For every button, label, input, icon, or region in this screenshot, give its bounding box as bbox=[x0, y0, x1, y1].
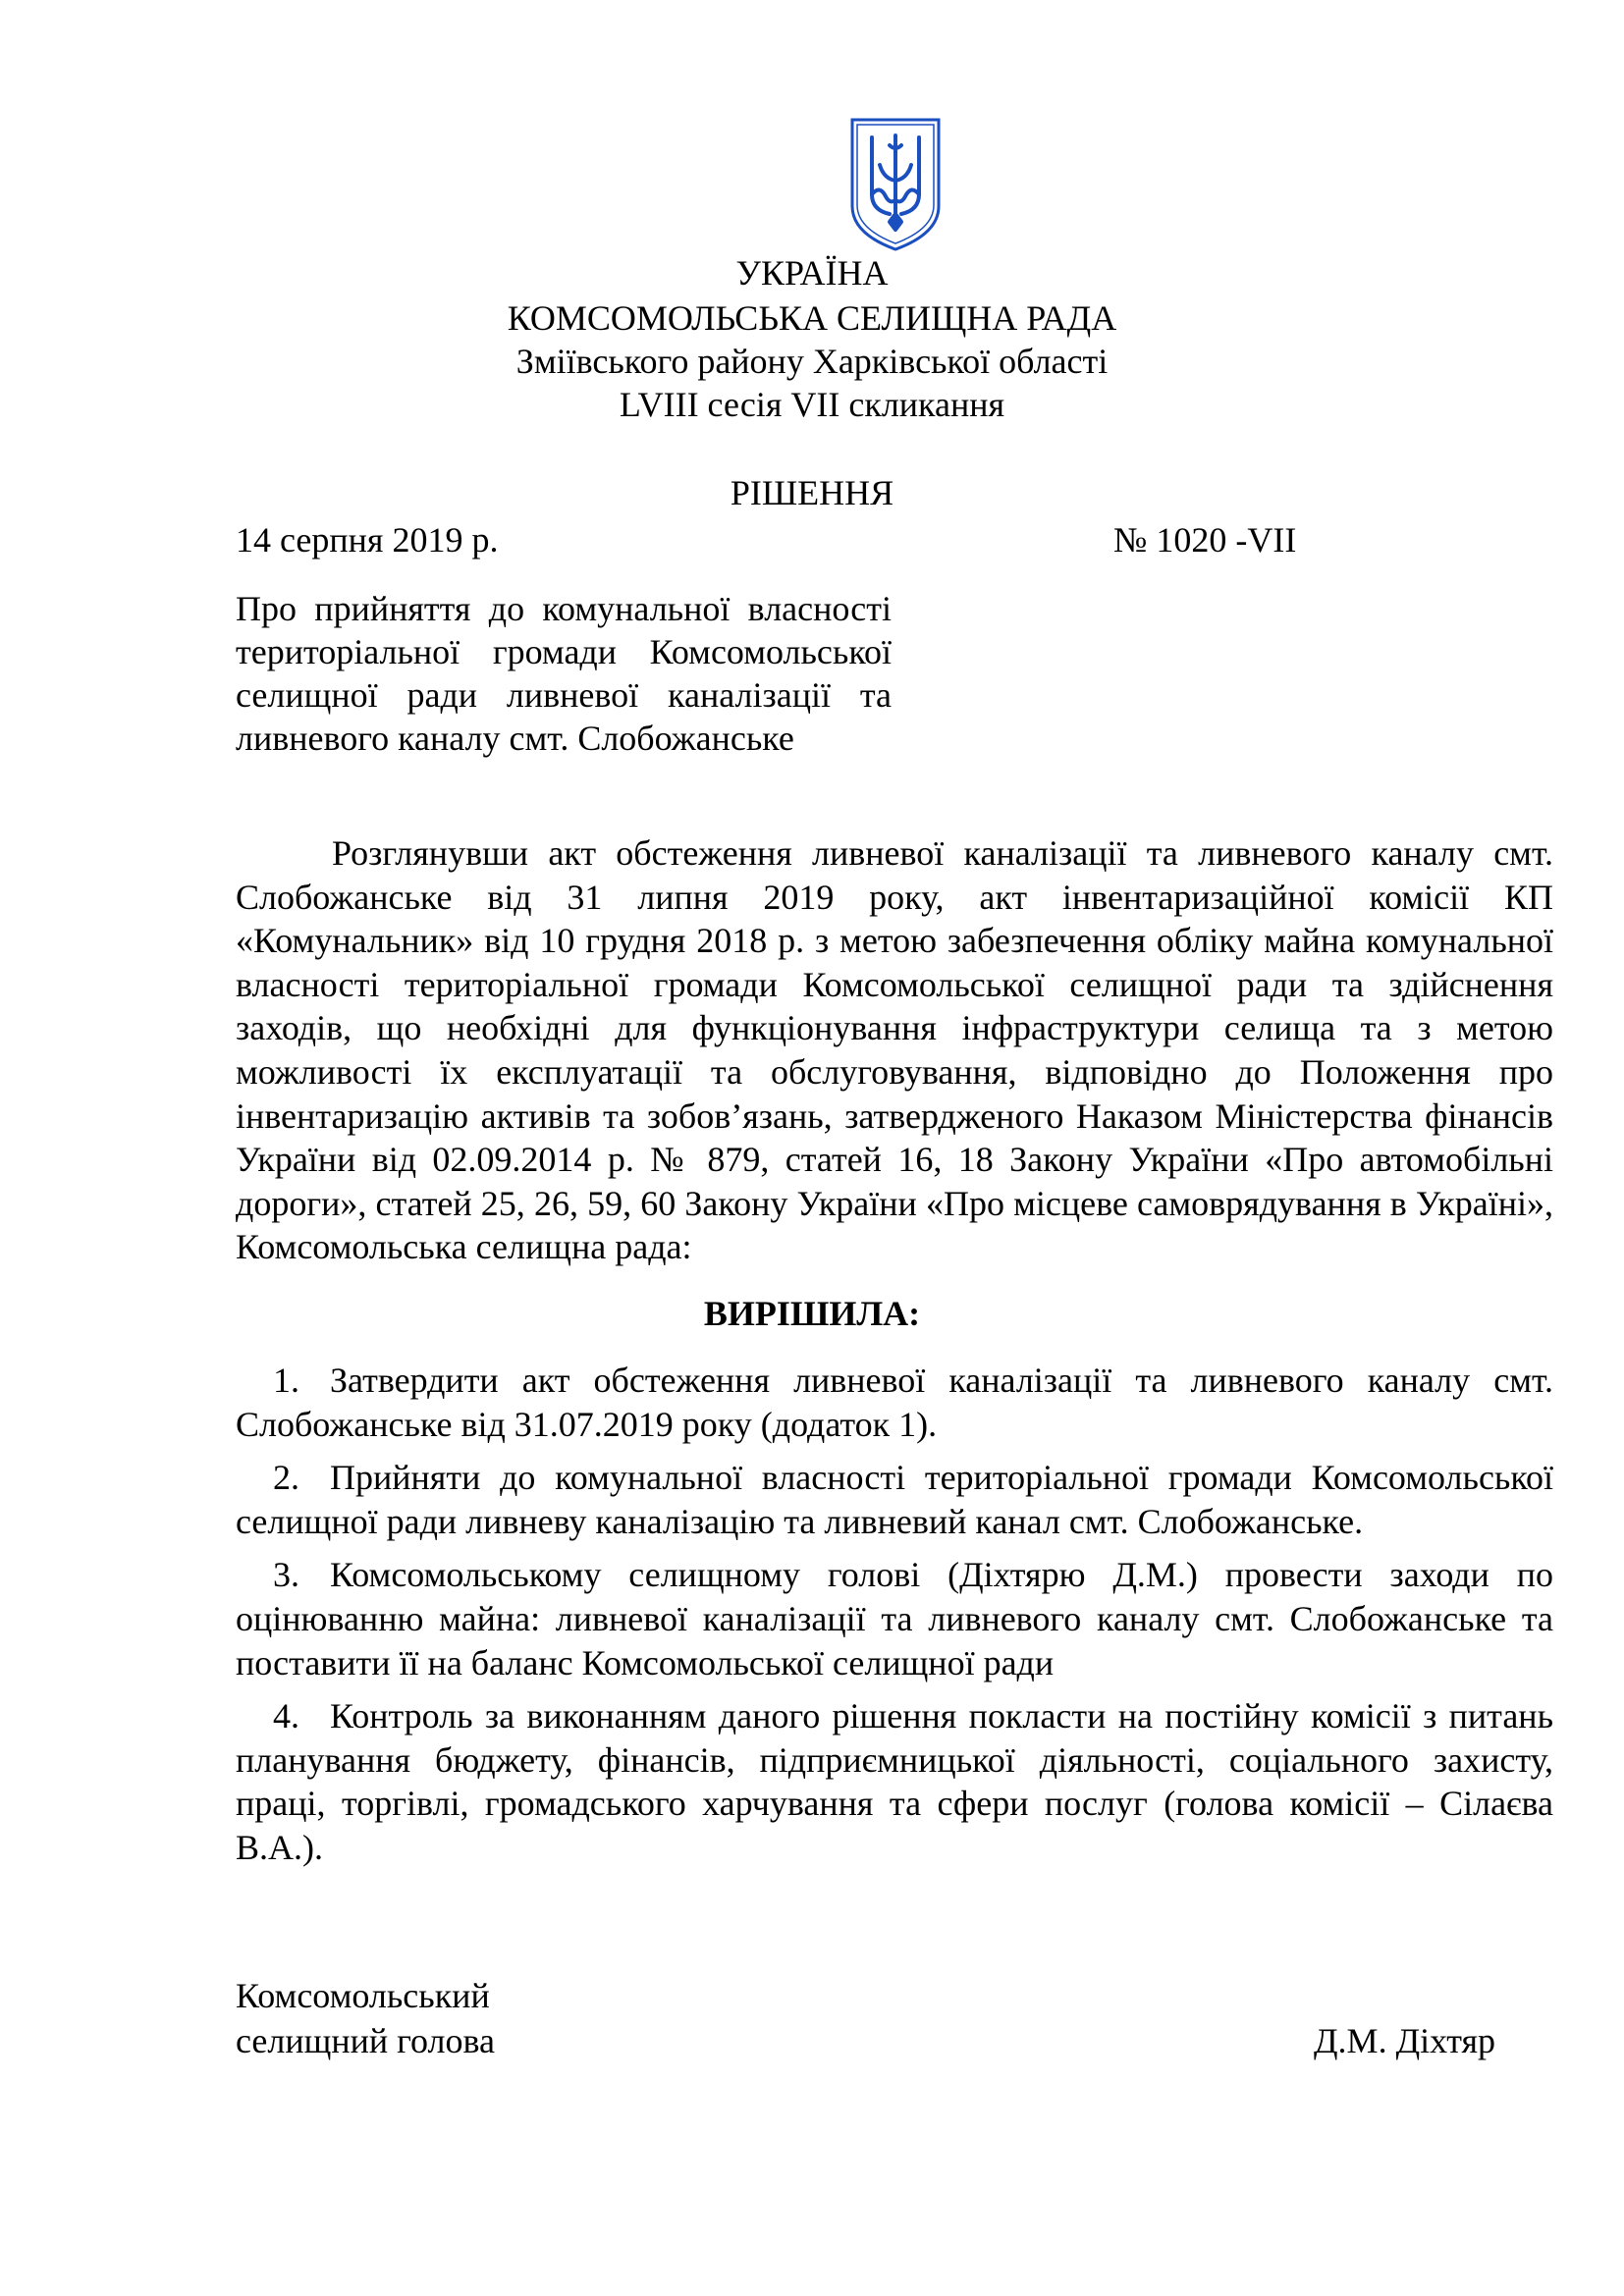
resolution-heading: ВИРІШИЛА: bbox=[703, 1294, 921, 1333]
signatory-position-line1: Комсомольський bbox=[236, 1976, 490, 2015]
signatory-position bbox=[236, 1973, 495, 2063]
item-number: 2. bbox=[273, 1458, 299, 1498]
preamble-paragraph: Розглянувши акт обстеження ливневої каналізації та ливневого каналу смт. Слобожанське від 31 липня 2019 року, акт інвентаризаційної комісії КП «Комунальник» від 10 грудня 2018 р. з метою забезпечення обліку майна комунальної власності територіальної громади Комсомольської селищної ради та здійснення заходів, що необхідні для функціонування інфраструктури селища та з метою можливості їх експлуатації та обслуговування, відповідно до Положення про інвентаризацію активів та зобов’язань, затвердженого Наказом Міністерства фінансів України від 02.09.2014 р. № 879, статей 16, 18 Закону України «Про автомобільні дороги», статей 25, 26, 59, 60 Закону України «Про місцеве самоврядування в Україні», Комсомольська селищна рада: bbox=[236, 833, 1553, 1267]
decision-date: 14 серпня 2019 р. bbox=[236, 520, 499, 560]
resolution-item bbox=[236, 1359, 1553, 1446]
signatory-position-line2: селищний голова bbox=[236, 2021, 496, 2060]
document-type-title: РІШЕННЯ bbox=[730, 473, 894, 512]
item-text: Затвердити акт обстеження ливневої каналізації та ливневого каналу смт. Слобожанське від 31.07.2019 року (додаток 1). bbox=[236, 1361, 1553, 1444]
district-subtitle: Зміївського району Харківської області bbox=[515, 342, 1109, 381]
country-title: УКРАЇНА bbox=[735, 253, 889, 293]
resolution-item bbox=[236, 1456, 1553, 1543]
council-title: КОМСОМОЛЬСЬКА СЕЛИЩНА РАДА bbox=[507, 298, 1117, 338]
item-text: Контроль за виконанням даного рішення покласти на постійну комісії з питань планування бюджету, фінансів, підприємницької діяльності, соціального захисту, праці, торгівлі, громадського харчування та сфери послуг (голова комісії – Сілаєва В.А.). bbox=[236, 1696, 1553, 1867]
resolution-item bbox=[236, 1694, 1553, 1869]
signatory-name: Д.М. Діхтяр bbox=[1314, 2021, 1496, 2060]
item-number: 3. bbox=[273, 1555, 299, 1595]
resolution-item bbox=[236, 1553, 1553, 1684]
item-text: Комсомольському селищному голові (Діхтярю Д.М.) провести заходи по оцінюванню майна: ливневої каналізації та ливневого каналу смт. Слобожанське та поставити її на баланс Комсомольської селищної ради bbox=[236, 1555, 1553, 1682]
trident-coat-of-arms-icon bbox=[846, 116, 945, 253]
item-number: 4. bbox=[273, 1696, 299, 1736]
decision-subject: Про прийняття до комунальної власності територіальної громади Комсомольської селищної ради ливневої каналізації та ливневого каналу смт. Слобожанське bbox=[236, 589, 892, 758]
resolution-items bbox=[236, 1359, 1553, 1880]
session-subtitle: LVIII сесія VII скликання bbox=[619, 385, 1005, 424]
item-number: 1. bbox=[273, 1361, 299, 1400]
decision-number: № 1020 -VII bbox=[1113, 520, 1297, 560]
item-text: Прийняти до комунальної власності територіальної громади Комсомольської селищної ради ливневу каналізацію та ливневий канал смт. Слобожанське. bbox=[236, 1458, 1553, 1541]
